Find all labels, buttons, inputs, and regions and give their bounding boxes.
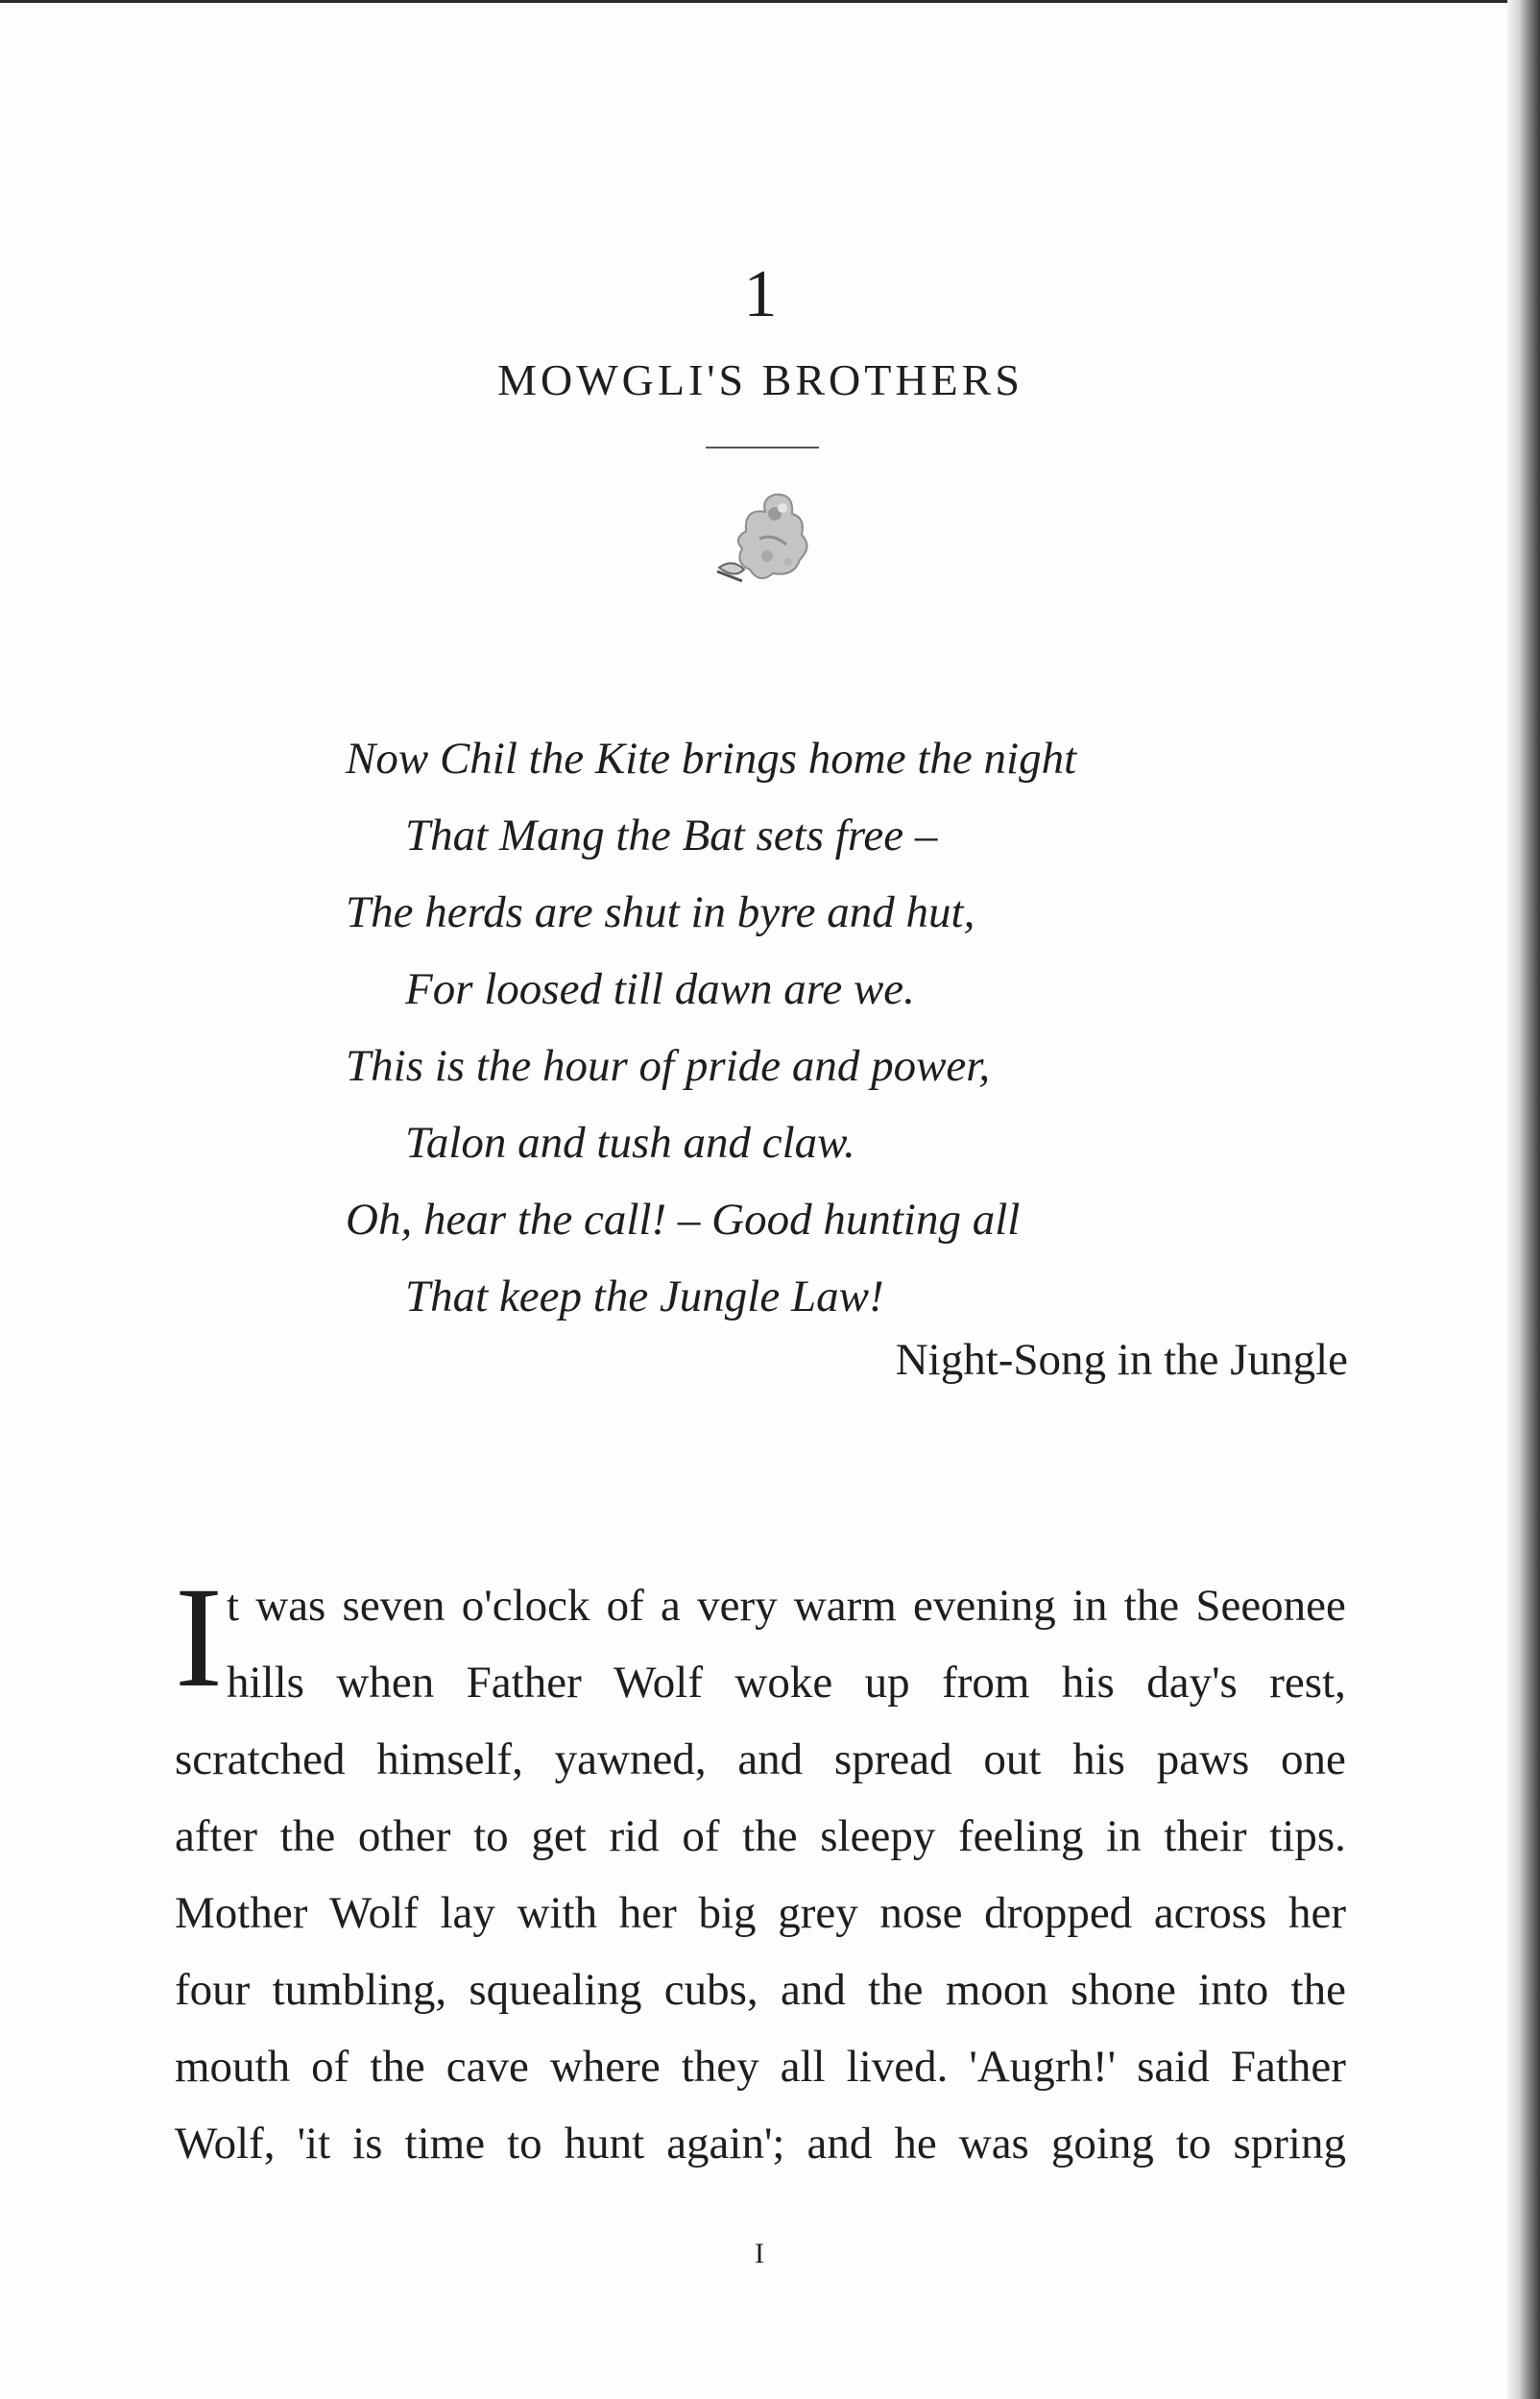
word: cave (445, 2042, 529, 2092)
word: nose (879, 1888, 963, 1938)
word: cubs, (663, 1965, 758, 2015)
word: was (255, 1581, 326, 1631)
word: his (1061, 1658, 1115, 1708)
word: across (1153, 1888, 1267, 1938)
word: he (894, 2119, 937, 2169)
word: is (352, 2119, 383, 2169)
verse-line: That Mang the Bat sets free – (405, 811, 938, 860)
word: his (1072, 1734, 1125, 1784)
word: spring (1233, 2119, 1346, 2169)
word: Mother (175, 1888, 308, 1938)
word: o'clock (461, 1581, 590, 1631)
word: the (279, 1811, 336, 1861)
verse-line: Talon and tush and claw. (405, 1118, 855, 1168)
word: lay (440, 1888, 495, 1938)
word: to (473, 1811, 509, 1861)
paragraph-line (175, 1875, 1346, 1951)
title-divider (706, 447, 819, 448)
word: very (697, 1581, 778, 1631)
word: from (942, 1658, 1030, 1708)
word: with (517, 1888, 598, 1938)
word: evening (912, 1581, 1056, 1631)
paragraph-line (175, 1644, 1346, 1721)
word: Father (466, 1658, 582, 1708)
word: they (681, 2042, 759, 2092)
word: hunt (564, 2119, 645, 2169)
word: scratched (175, 1734, 346, 1784)
word: after (175, 1811, 258, 1861)
word: t (227, 1581, 240, 1631)
word: the (742, 1811, 798, 1861)
chapter-title: MOWGLI'S BROTHERS (497, 355, 1023, 404)
verse-line: Oh, hear the call! – Good hunting all (346, 1195, 1021, 1245)
paragraph-line (175, 2105, 1346, 2182)
word: Father (1230, 2042, 1346, 2092)
word: was (958, 2119, 1029, 2169)
epigraph-verse (346, 720, 1344, 1335)
word: in (1071, 1581, 1108, 1631)
word: her (1287, 1888, 1346, 1938)
page-number: I (755, 2238, 766, 2269)
word: up (864, 1658, 910, 1708)
word: said (1137, 2042, 1210, 2092)
paragraph-line (175, 1567, 1346, 1644)
word: Wolf, (175, 2119, 276, 2169)
page-top-edge (0, 0, 1540, 3)
word: in (1106, 1811, 1142, 1861)
word: day's (1146, 1658, 1238, 1708)
word: the (1290, 1965, 1346, 2015)
word: going (1050, 2119, 1154, 2169)
word: rid (609, 1811, 660, 1861)
word: tumbling, (272, 1965, 447, 2015)
word: feeling (958, 1811, 1084, 1861)
word: himself, (376, 1734, 523, 1784)
word: seven (342, 1581, 445, 1631)
word: of (606, 1581, 644, 1631)
word: again'; (666, 2119, 785, 2169)
word: four (175, 1965, 251, 2015)
word: dropped (984, 1888, 1133, 1938)
word: other (357, 1811, 451, 1861)
word: spread (833, 1734, 952, 1784)
word: of (682, 1811, 720, 1861)
word: their (1164, 1811, 1247, 1861)
verse-line: Now Chil the Kite brings home the night (346, 734, 1077, 784)
word: get (531, 1811, 587, 1861)
drop-cap: I (175, 1558, 223, 1717)
paragraph-line (175, 1798, 1346, 1875)
word: paws (1156, 1734, 1250, 1784)
word: sleepy (820, 1811, 936, 1861)
word: time (404, 2119, 486, 2169)
word: mouth (175, 2042, 291, 2092)
word: and (780, 1965, 846, 2015)
word: a (661, 1581, 681, 1631)
word: of (311, 2042, 349, 2092)
verse-line: This is the hour of pride and power, (346, 1041, 991, 1091)
word: squealing (469, 1965, 642, 2015)
word: when (336, 1658, 435, 1708)
paragraph-line (175, 1721, 1346, 1798)
word: where (549, 2042, 661, 2092)
word: the (868, 1965, 924, 2015)
word: the (1123, 1581, 1180, 1631)
word: Wolf (614, 1658, 703, 1708)
word: to (1175, 2119, 1212, 2169)
word: her (618, 1888, 677, 1938)
leaf-sprig-icon (706, 475, 830, 595)
word: 'it (297, 2119, 331, 2169)
word: and (737, 1734, 804, 1784)
word: tips. (1269, 1811, 1346, 1861)
word: big (698, 1888, 757, 1938)
word: all (780, 2042, 826, 2092)
word: lived. (846, 2042, 949, 2092)
word: hills (227, 1658, 304, 1708)
verse-line: That keep the Jungle Law! (405, 1272, 884, 1321)
verse-line: The herds are shut in byre and hut, (346, 887, 975, 937)
word: woke (734, 1658, 833, 1708)
word: yawned, (554, 1734, 707, 1784)
word: 'Augrh!' (969, 2042, 1117, 2092)
verse-line: For loosed till dawn are we. (405, 964, 915, 1014)
word: shone (1071, 1965, 1176, 2015)
word: moon (945, 1965, 1048, 2015)
word: rest, (1269, 1658, 1346, 1708)
paragraph-line (175, 1951, 1346, 2028)
word: to (507, 2119, 542, 2169)
word: the (370, 2042, 425, 2092)
body-paragraph (175, 1558, 1346, 2182)
word: grey (778, 1888, 858, 1938)
word: Wolf (329, 1888, 419, 1938)
word: Seeonee (1195, 1581, 1346, 1631)
word: into (1198, 1965, 1269, 2015)
paragraph-line (175, 2028, 1346, 2105)
word: out (983, 1734, 1042, 1784)
epigraph-attribution: Night-Song in the Jungle (895, 1335, 1348, 1385)
word: warm (793, 1581, 897, 1631)
chapter-number: 1 (743, 257, 778, 331)
word: one (1281, 1734, 1346, 1784)
word: and (806, 2119, 873, 2169)
